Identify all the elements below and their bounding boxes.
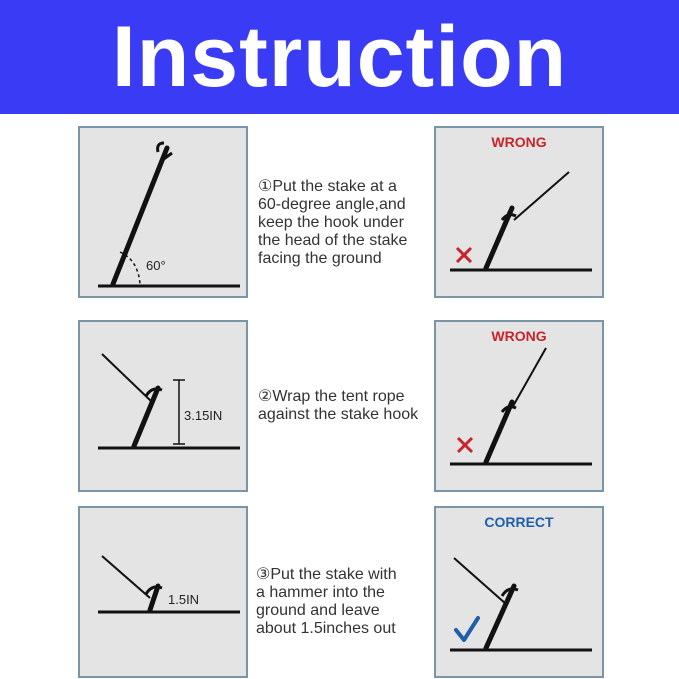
- page-title: Instruction: [111, 9, 568, 105]
- wrong-label: WRONG: [491, 328, 547, 344]
- step-3-correct-example: [434, 506, 604, 678]
- title-banner: [0, 0, 679, 114]
- cross-icon: [458, 438, 472, 452]
- step-3-diagram: [80, 508, 248, 678]
- wrong-diagram-2: [436, 322, 604, 492]
- step-3-figure: [78, 506, 248, 678]
- correct-diagram: [436, 508, 604, 678]
- step-2-text: ②Wrap the tent rope against the stake hook: [258, 388, 419, 423]
- step-1-diagram: [80, 128, 248, 298]
- step-2-figure: [78, 320, 248, 492]
- height-label: 3.15IN: [184, 408, 223, 423]
- depth-label: 1.5IN: [168, 592, 200, 607]
- checkmark-icon: [456, 618, 478, 640]
- step-1-wrong-example: [434, 126, 604, 298]
- step-2-diagram: [80, 322, 248, 492]
- step-1-figure: [78, 126, 248, 298]
- cross-icon: [457, 248, 471, 262]
- correct-label: CORRECT: [484, 514, 554, 530]
- step-2-wrong-example: [434, 320, 604, 492]
- step-3-text: ③Put the stake with a hammer into the ground and leave about 1.5inches out: [256, 566, 397, 637]
- wrong-diagram-1: [436, 128, 604, 298]
- wrong-label: WRONG: [491, 134, 547, 150]
- step-1-text: ①Put the stake at a 60-degree angle,and keep the hook under the head of the stake facing the ground: [258, 178, 408, 267]
- angle-label: 60°: [146, 258, 166, 273]
